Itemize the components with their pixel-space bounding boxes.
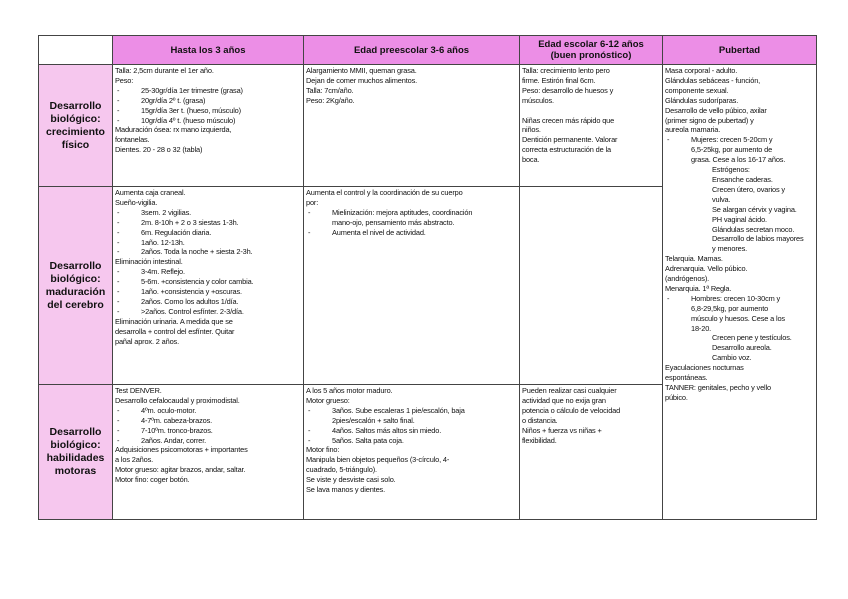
cell-pubertad: Masa corporal - adulto. Glándulas sebáceas - función, componente sexual. Glándulas sudoríparas. Desarrollo de vello púbico, axilar (primer signo de pubertad) y aureola mamaria. - Mujeres: crecen 5-20cm y 6,5-25kg, por aumento de grasa. Cese a los 16-17 años. Estrógenos: Ensanche caderas. Crecen útero, ovarios y vulva. Se alargan cérvix y vagina. PH vaginal ácido. Glándulas secretan moco. Desarrollo de labios mayores y menores. Telarquia. Mamas. Adrenarquia. Vello púbico. (andrógenos). Menarquia. 1ª Regla. - Hombres: crecen 10-30cm y 6,8-29,5kg, por aumento músculo y huesos. Cese a los 18-20. Crecen pene y testículos. Desarrollo aureola. Cambio voz. Eyaculaciones nocturnas espontáneas. TANNER: genitales, pecho y vello púbico. — [663, 65, 817, 520]
cell-fisico-escolar: Talla: crecimiento lento pero firme. Estirón final 6cm. Peso: desarrollo de huesos y músculos. Niñas crecen más rápido que niños. Dentición permanente. Valorar correcta estructuración de la boca. — [520, 65, 663, 187]
list-item: - 2años. Toda la noche + siesta 2-3h. — [115, 247, 301, 257]
list-item: - 3años. Sube escaleras 1 pie/escalón, baja — [306, 406, 517, 416]
cell-fisico-hasta-3: Talla: 2,5cm durante el 1er año. Peso: - 25-30gr/día 1er trimestre (grasa) - 20gr/día 2º t. (grasa) - 15gr/día 3er t. (hueso, músculo) - 10gr/día 4º t. (hueso músculo) Maduración ósea: rx mano izquierda, fontanelas. Dientes. 20 - 28 o 32 (tabla) — [113, 65, 304, 187]
header-hasta-3: Hasta los 3 años — [113, 36, 304, 65]
list-item: - 2años. Como los adultos 1/día. — [115, 297, 301, 307]
row-title-motoras: Desarrollo biológico: habilidades motoras — [39, 385, 113, 520]
cell-motoras-hasta-3: Test DENVER. Desarrollo cefalocaudal y proximodistal. - 4ºm. oculo-motor. - 4-7ºm. cabeza-brazos. - 7-10ºm. tronco-brazos. - 2años. Andar, correr. Adquisiciones psicomotoras + importantes a los 2años. Motor grueso: agitar brazos, andar, saltar. Motor fino: coger botón. — [113, 385, 304, 520]
list-item: - 5años. Salta pata coja. — [306, 436, 517, 446]
cell-fisico-preescolar: Alargamiento MMII, queman grasa. Dejan de comer muchos alimentos. Talla: 7cm/año. Peso: 2Kg/año. — [304, 65, 520, 187]
cell-motoras-preescolar: A los 5 años motor maduro. Motor grueso: - 3años. Sube escaleras 1 pie/escalón, baja 2pies/escalón + salto final. - 4años. Saltos más altos sin miedo. - 5años. Salta pata coja. Motor fino: Manipula bien objetos pequeños (3-círculo, 4- cuadrado, 5-triángulo). Se viste y desviste casi solo. Se lava manos y dientes. — [304, 385, 520, 520]
list-item: - Hombres: crecen 10-30cm y — [665, 294, 814, 304]
cell-motoras-escolar: Pueden realizar casi cualquier actividad que no exija gran potencia o cálculo de velocidad o distancia. Niños + fuerza vs niñas + flexibilidad. — [520, 385, 663, 520]
development-table — [38, 35, 817, 520]
corner-cell — [39, 36, 113, 65]
list-item: - 3sem. 2 vigilias. — [115, 208, 301, 218]
row-title-crecimiento: Desarrollo biológico: crecimiento físico — [39, 65, 113, 187]
header-pubertad: Pubertad — [663, 36, 817, 65]
list-item: - 2años. Andar, correr. — [115, 436, 301, 446]
header-preescolar: Edad preescolar 3-6 años — [304, 36, 520, 65]
row-title-cerebro: Desarrollo biológico: maduración del cerebro — [39, 187, 113, 385]
list-item: - Aumenta el nivel de actividad. — [306, 228, 517, 238]
list-item: - 4ºm. oculo-motor. — [115, 406, 301, 416]
list-item: - 10gr/día 4º t. (hueso músculo) — [115, 116, 301, 126]
list-item: - 6m. Regulación diaria. — [115, 228, 301, 238]
list-item: - 20gr/día 2º t. (grasa) — [115, 96, 301, 106]
cell-cerebro-preescolar: Aumenta el control y la coordinación de su cuerpo por: - Mielinización: mejora aptitudes, coordinación mano-ojo, pensamiento más abstracto. - Aumenta el nivel de actividad. — [304, 187, 520, 385]
list-item: - 25-30gr/día 1er trimestre (grasa) — [115, 86, 301, 96]
header-row — [39, 36, 817, 65]
list-item: - 1año. 12-13h. — [115, 238, 301, 248]
list-item: - 2m. 8-10h + 2 o 3 siestas 1-3h. — [115, 218, 301, 228]
list-item: - 7-10ºm. tronco-brazos. — [115, 426, 301, 436]
list-item: - 15gr/día 3er t. (hueso, músculo) — [115, 106, 301, 116]
header-escolar: Edad escolar 6-12 años (buen pronóstico) — [520, 36, 663, 65]
list-item: - 1año. +consistencia y +oscuras. — [115, 287, 301, 297]
list-item: - Mielinización: mejora aptitudes, coordinación — [306, 208, 517, 218]
list-item: - >2años. Control esfínter. 2-3/día. — [115, 307, 301, 317]
list-item: - 5-6m. +consistencia y color cambia. — [115, 277, 301, 287]
row-crecimiento-fisico — [39, 65, 817, 187]
list-item: - 4-7ºm. cabeza-brazos. — [115, 416, 301, 426]
cell-cerebro-escolar — [520, 187, 663, 385]
cell-cerebro-hasta-3: Aumenta caja craneal. Sueño-vigilia. - 3sem. 2 vigilias. - 2m. 8-10h + 2 o 3 siestas 1-3h. - 6m. Regulación diaria. - 1año. 12-13h. - 2años. Toda la noche + siesta 2-3h. Eliminación intestinal. - 3-4m. Reflejo. - 5-6m. +consistencia y color cambia. - 1año. +consistencia y +oscuras. - 2años. Como los adultos 1/día. - >2años. Control esfínter. 2-3/día. Eliminación urinaria. A medida que se desarrolla + control del esfínter. Quitar pañal aprox. 2 años. — [113, 187, 304, 385]
list-item: - 4años. Saltos más altos sin miedo. — [306, 426, 517, 436]
list-item: - Mujeres: crecen 5-20cm y — [665, 135, 814, 145]
list-item: - 3-4m. Reflejo. — [115, 267, 301, 277]
